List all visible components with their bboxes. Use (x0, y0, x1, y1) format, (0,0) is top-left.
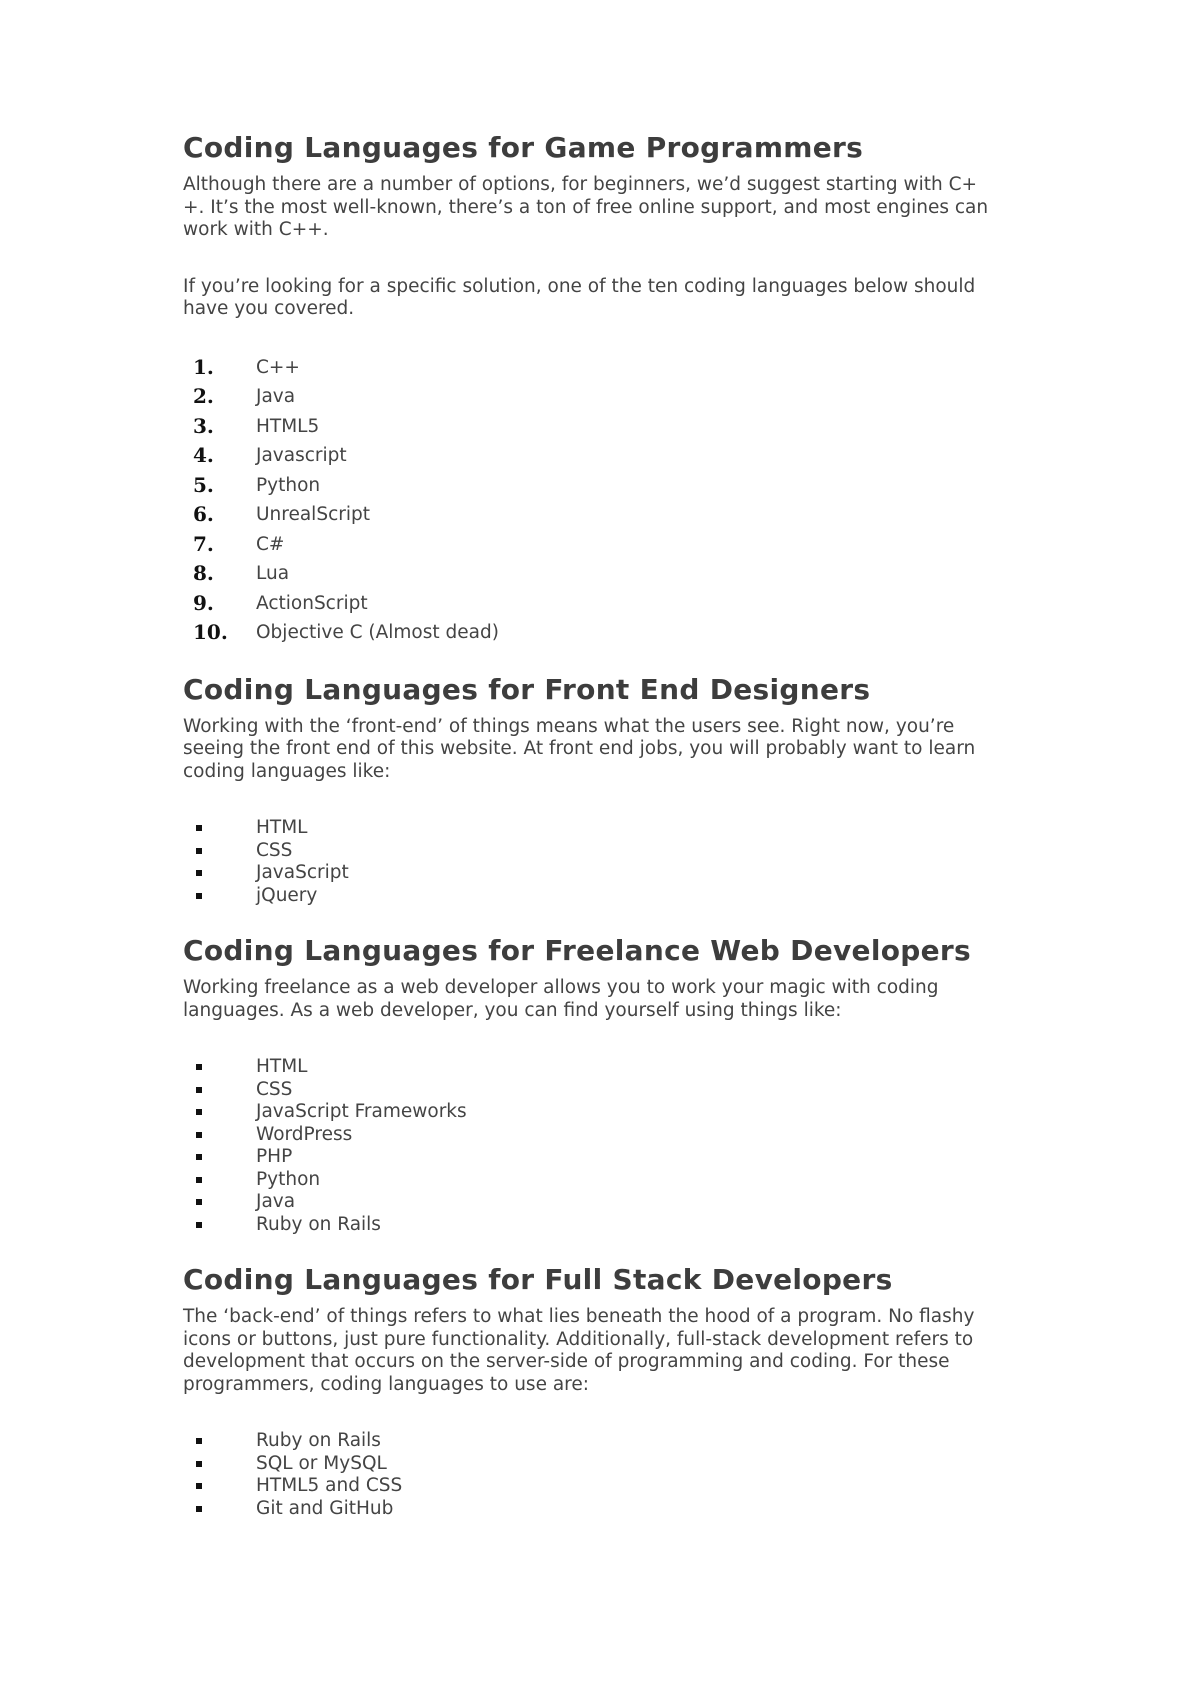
section-heading: Coding Languages for Full Stack Developers (183, 1263, 893, 1296)
list-number: 2. (193, 384, 214, 408)
list-item-text: PHP (256, 1146, 293, 1167)
list-item-text: HTML (256, 817, 308, 838)
section-full-stack-developers (183, 1262, 1033, 1520)
list-item-text: Javascript (256, 445, 347, 466)
square-bullet-icon (196, 1109, 202, 1115)
list-item-text: HTML (256, 1056, 308, 1077)
section-heading: Coding Languages for Freelance Web Developers (183, 934, 971, 967)
square-bullet-icon (196, 1222, 202, 1228)
list-item-text: ActionScript (256, 592, 368, 614)
square-bullet-icon (196, 1199, 202, 1205)
document-page (183, 130, 1033, 1520)
list-number: 4. (193, 443, 214, 467)
section-freelance-web-developers (183, 933, 1033, 1236)
section-game-programmers (183, 130, 1033, 648)
list-item-text: Objective C (Almost dead) (256, 622, 499, 643)
list-item (183, 817, 1033, 840)
section-paragraph: Although there are a number of options, for beginners, we’d suggest starting with C+ +. It’s the most well-known, there’s a ton of free online support, and most engines can work with C++. (183, 174, 989, 240)
list-number: 5. (193, 472, 214, 497)
bulleted-list (183, 817, 1033, 907)
list-number: 6. (193, 502, 214, 526)
square-bullet-icon (196, 1438, 202, 1444)
square-bullet-icon (196, 1506, 202, 1512)
list-item (183, 1498, 1033, 1521)
list-number: 3. (193, 413, 214, 438)
list-item (183, 353, 1033, 383)
list-number: 1. (193, 354, 214, 379)
square-bullet-icon (196, 1177, 202, 1183)
list-item-text: Git and GitHub (256, 1497, 394, 1519)
square-bullet-icon (196, 870, 202, 876)
list-item (183, 1146, 1033, 1169)
square-bullet-icon (196, 1461, 202, 1467)
list-item-text: CSS (256, 839, 293, 861)
list-item-text: Python (256, 474, 321, 496)
list-item-text: HTML5 (256, 415, 320, 437)
list-item-text: SQL or MySQL (256, 1452, 387, 1474)
list-item (183, 618, 1033, 648)
square-bullet-icon (196, 1154, 202, 1160)
section-paragraph: Working freelance as a web developer allows you to work your magic with coding languages. As a web developer, you can find yourself using things like: (183, 977, 939, 1021)
list-item (183, 471, 1033, 501)
square-bullet-icon (196, 1483, 202, 1489)
list-item (183, 1056, 1033, 1079)
list-item-text: Java (256, 386, 296, 407)
list-item (183, 1169, 1033, 1192)
list-item-text: Lua (256, 563, 290, 584)
list-item-text: C++ (256, 356, 300, 378)
bulleted-list (183, 1430, 1033, 1520)
list-item (183, 1124, 1033, 1147)
section-paragraph: If you’re looking for a specific solution, one of the ten coding languages below should have you covered. (183, 275, 976, 319)
list-number: 9. (193, 590, 214, 615)
list-item (183, 441, 1033, 471)
list-item (183, 885, 1033, 908)
section-front-end-designers (183, 672, 1033, 908)
list-item (183, 840, 1033, 863)
list-item-text: jQuery (256, 884, 318, 906)
square-bullet-icon (196, 825, 202, 831)
square-bullet-icon (196, 1132, 202, 1138)
square-bullet-icon (196, 893, 202, 899)
list-item-text: Java (256, 1191, 296, 1212)
list-item (183, 530, 1033, 560)
list-item (183, 1430, 1033, 1453)
list-item-text: Python (256, 1168, 321, 1190)
list-item (183, 412, 1033, 442)
list-item-text: JavaScript Frameworks (256, 1101, 467, 1122)
list-number: 10. (193, 620, 228, 644)
section-heading: Coding Languages for Game Programmers (183, 131, 864, 164)
section-paragraph: The ‘back-end’ of things refers to what lies beneath the hood of a program. No flashy icons or buttons, just pure functionality. Additionally, full-stack development refers to development that occurs on the server-side of programming and coding. For these programmers, coding languages to use are: (183, 1306, 975, 1395)
list-number: 7. (193, 531, 214, 556)
list-item (183, 382, 1033, 412)
list-item-text: CSS (256, 1078, 293, 1100)
list-item (183, 1101, 1033, 1124)
list-item (183, 1079, 1033, 1102)
numbered-list (183, 353, 1033, 648)
section-heading: Coding Languages for Front End Designers (183, 672, 871, 706)
list-item (183, 1453, 1033, 1476)
section-paragraph: Working with the ‘front-end’ of things means what the users see. Right now, you’re seeing the front end of this website. At front end jobs, you will probably want to learn coding languages like: (183, 715, 976, 782)
list-number: 8. (193, 561, 214, 585)
list-item-text: JavaScript (256, 862, 349, 883)
list-item (183, 500, 1033, 530)
list-item-text: UnrealScript (256, 504, 370, 525)
list-item-text: HTML5 and CSS (256, 1475, 403, 1496)
list-item (183, 1475, 1033, 1498)
list-item (183, 1214, 1033, 1237)
list-item (183, 862, 1033, 885)
square-bullet-icon (196, 848, 202, 854)
list-item (183, 559, 1033, 589)
list-item (183, 589, 1033, 619)
list-item-text: Ruby on Rails (256, 1430, 381, 1451)
list-item-text: WordPress (256, 1123, 353, 1145)
list-item-text: Ruby on Rails (256, 1213, 381, 1235)
list-item-text: C# (256, 533, 285, 555)
square-bullet-icon (196, 1064, 202, 1070)
square-bullet-icon (196, 1087, 202, 1093)
bulleted-list (183, 1056, 1033, 1236)
list-item (183, 1191, 1033, 1214)
